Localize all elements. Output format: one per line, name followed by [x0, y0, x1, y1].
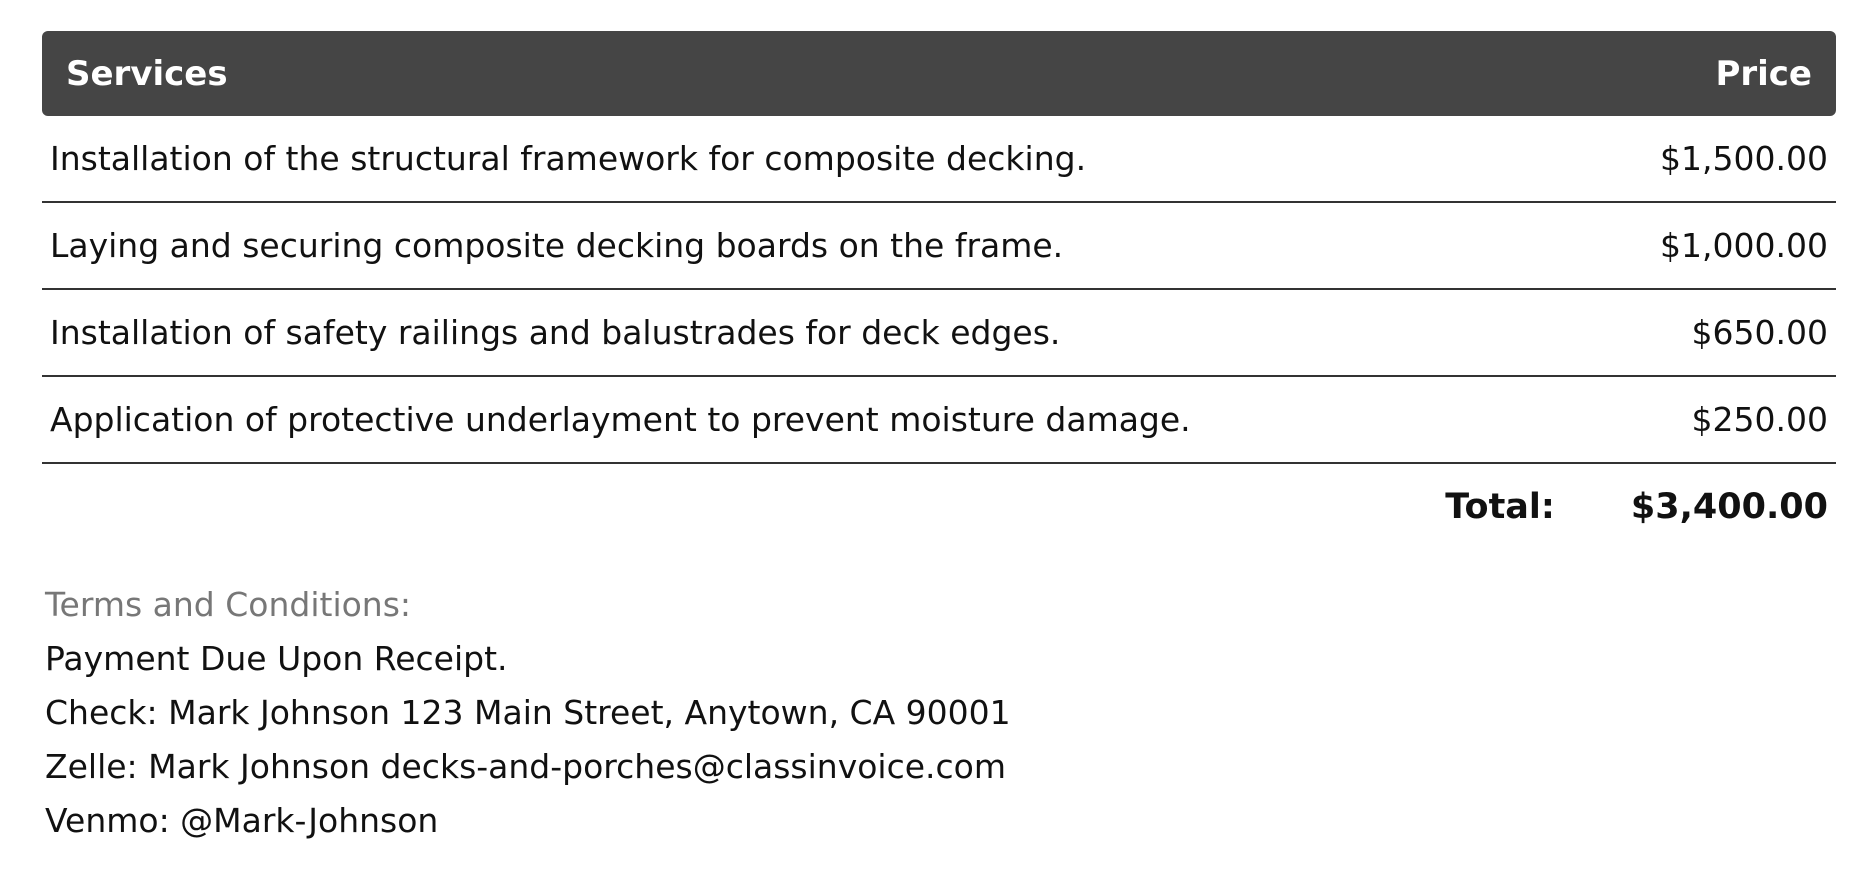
- service-price: $650.00: [1691, 313, 1828, 352]
- total-row: [42, 464, 1836, 550]
- table-header: [42, 31, 1836, 116]
- table-row: [42, 116, 1836, 203]
- payment-terms-line: Payment Due Upon Receipt.: [45, 639, 508, 678]
- table-row: [42, 290, 1836, 377]
- service-description: Laying and securing composite decking boards on the frame.: [50, 226, 1064, 265]
- services-table: [42, 31, 1836, 550]
- terms-title: Terms and Conditions:: [45, 585, 412, 624]
- zelle-payment-line: Zelle: Mark Johnson decks-and-porches@classinvoice.com: [45, 747, 1006, 786]
- total-label: Total:: [1445, 487, 1555, 527]
- total-value: $3,400.00: [1630, 487, 1828, 527]
- price-column-header: Price: [1715, 53, 1812, 94]
- venmo-payment-line: Venmo: @Mark-Johnson: [45, 801, 439, 840]
- service-description: Installation of the structural framework for composite decking.: [50, 139, 1087, 178]
- service-description: Application of protective underlayment to prevent moisture damage.: [50, 400, 1191, 439]
- service-price: $1,000.00: [1660, 226, 1828, 265]
- terms-section: [45, 578, 1011, 848]
- service-price: $250.00: [1691, 400, 1828, 439]
- service-description: Installation of safety railings and balustrades for deck edges.: [50, 313, 1061, 352]
- services-column-header: Services: [66, 53, 228, 94]
- table-row: [42, 203, 1836, 290]
- service-price: $1,500.00: [1660, 139, 1828, 178]
- table-row: [42, 377, 1836, 464]
- check-payment-line: Check: Mark Johnson 123 Main Street, Anytown, CA 90001: [45, 693, 1011, 732]
